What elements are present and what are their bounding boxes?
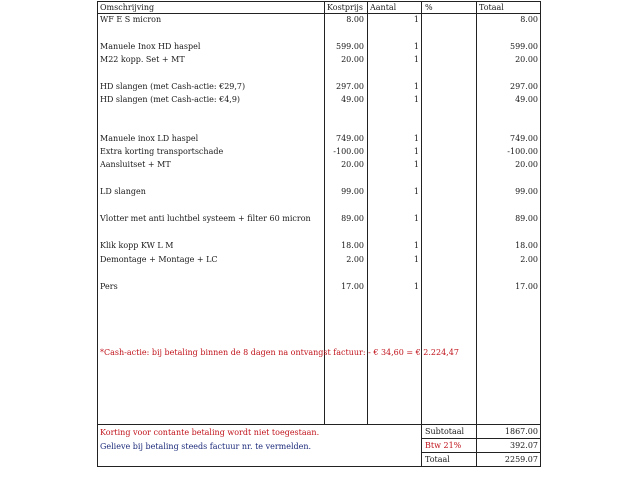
footer-note-reference: Gelieve bij betaling steeds factuur nr. te vermelden. xyxy=(100,442,312,451)
row-unit-price: 99.00 xyxy=(341,187,364,196)
col-divider-qty xyxy=(367,1,368,425)
table-top-border xyxy=(97,1,540,2)
row-total: 20.00 xyxy=(515,160,538,169)
header-bottom-border xyxy=(97,13,540,14)
row-description: Vlotter met anti luchtbel systeem + filter 60 micron xyxy=(100,214,311,223)
row-unit-price: 89.00 xyxy=(341,214,364,223)
row-total: 297.00 xyxy=(510,82,538,91)
row-description: HD slangen (met Cash-actie: €29,7) xyxy=(100,82,246,91)
row-description: LD slangen xyxy=(100,187,146,196)
col-divider-price xyxy=(324,1,325,425)
row-description: WF E S micron xyxy=(100,15,162,24)
summary-divider-2 xyxy=(421,452,540,453)
row-description: Manuele Inox HD haspel xyxy=(100,42,201,51)
row-unit-price: 17.00 xyxy=(341,282,364,291)
row-quantity: 1 xyxy=(413,82,419,91)
summary-divider-1 xyxy=(421,438,540,439)
row-unit-price: 749.00 xyxy=(336,134,364,143)
row-total: 99.00 xyxy=(515,187,538,196)
row-description: Klik kopp KW L M xyxy=(100,241,174,250)
row-unit-price: 49.00 xyxy=(341,95,364,104)
header-total: Totaal xyxy=(479,3,504,12)
total-value: 2259.07 xyxy=(504,455,538,464)
row-quantity: 1 xyxy=(413,255,419,264)
row-quantity: 1 xyxy=(413,214,419,223)
row-unit-price: 20.00 xyxy=(341,160,364,169)
footer-top-border xyxy=(97,424,540,425)
row-description: Demontage + Montage + LC xyxy=(100,255,218,264)
row-total: 8.00 xyxy=(520,15,538,24)
cash-action-note: *Cash-actie: bij betaling binnen de 8 dagen na ontvangst factuur: - € 34,60 = € 2.224,47 xyxy=(100,348,459,357)
row-description: Aansluitset + MT xyxy=(100,160,171,169)
row-quantity: 1 xyxy=(413,15,419,24)
header-quantity: Aantal xyxy=(370,3,397,12)
row-quantity: 1 xyxy=(413,55,419,64)
row-total: 89.00 xyxy=(515,214,538,223)
row-unit-price: 18.00 xyxy=(341,241,364,250)
row-total: -100.00 xyxy=(507,147,538,156)
row-quantity: 1 xyxy=(413,241,419,250)
row-total: 17.00 xyxy=(515,282,538,291)
row-quantity: 1 xyxy=(413,147,419,156)
row-total: 599.00 xyxy=(510,42,538,51)
table-right-border xyxy=(540,1,541,467)
row-quantity: 1 xyxy=(413,160,419,169)
row-total: 2.00 xyxy=(520,255,538,264)
table-left-border xyxy=(97,1,98,467)
header-description: Omschrijving xyxy=(100,3,155,12)
row-description: Extra korting transportschade xyxy=(100,147,224,156)
col-divider-total xyxy=(476,1,477,467)
row-unit-price: -100.00 xyxy=(333,147,364,156)
row-description: M22 kopp. Set + MT xyxy=(100,55,185,64)
table-bottom-border xyxy=(97,466,540,467)
vat-value: 392.07 xyxy=(510,441,538,450)
subtotal-label: Subtotaal xyxy=(425,427,465,436)
row-description: Manuele inox LD haspel xyxy=(100,134,199,143)
row-unit-price: 2.00 xyxy=(346,255,364,264)
row-total: 749.00 xyxy=(510,134,538,143)
row-quantity: 1 xyxy=(413,134,419,143)
header-percent: % xyxy=(425,3,433,12)
row-total: 18.00 xyxy=(515,241,538,250)
vat-label: Btw 21% xyxy=(425,441,462,450)
footer-note-discount: Korting voor contante betaling wordt niet toegestaan. xyxy=(100,428,320,437)
row-unit-price: 8.00 xyxy=(346,15,364,24)
row-description: HD slangen (met Cash-actie: €4,9) xyxy=(100,95,241,104)
row-unit-price: 297.00 xyxy=(336,82,364,91)
total-label: Totaal xyxy=(425,455,450,464)
col-divider-percent xyxy=(421,1,422,467)
row-unit-price: 20.00 xyxy=(341,55,364,64)
row-total: 49.00 xyxy=(515,95,538,104)
row-unit-price: 599.00 xyxy=(336,42,364,51)
row-description: Pers xyxy=(100,282,118,291)
subtotal-value: 1867.00 xyxy=(504,427,538,436)
row-quantity: 1 xyxy=(413,282,419,291)
row-quantity: 1 xyxy=(413,42,419,51)
header-unit-price: Kostprijs xyxy=(327,3,363,12)
row-quantity: 1 xyxy=(413,187,419,196)
row-quantity: 1 xyxy=(413,95,419,104)
row-total: 20.00 xyxy=(515,55,538,64)
